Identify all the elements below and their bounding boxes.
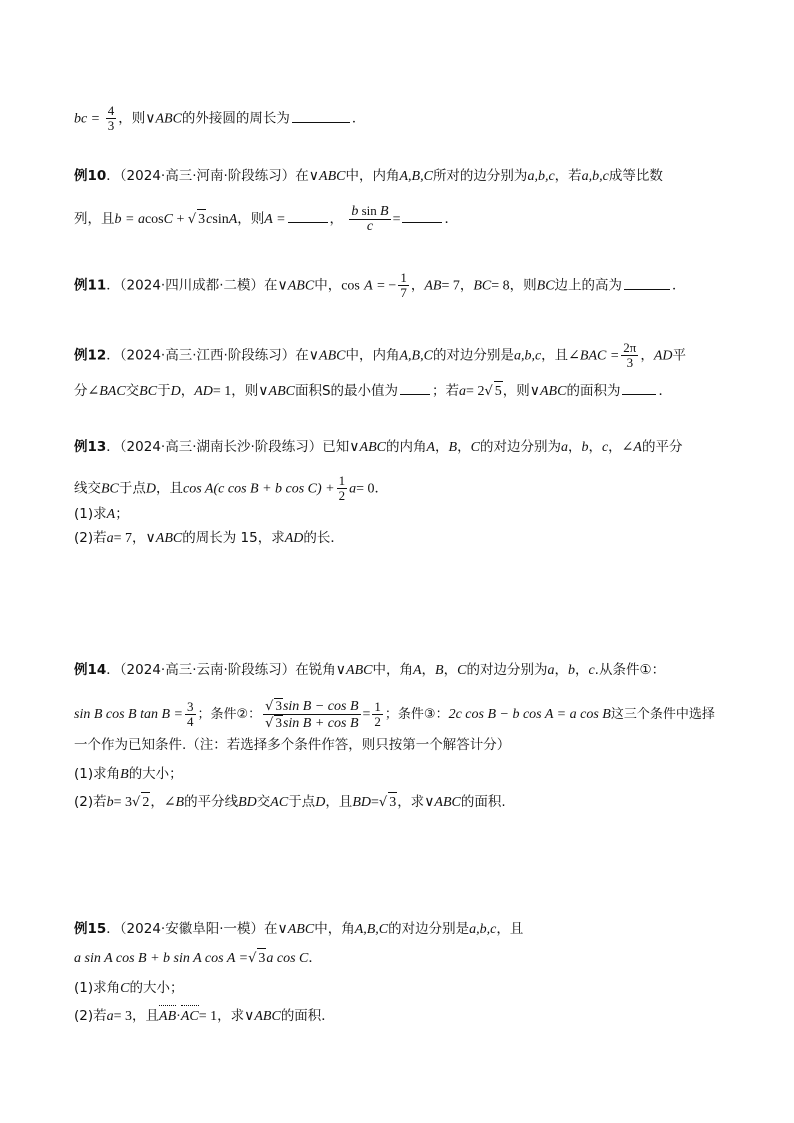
math: A = <box>264 212 286 227</box>
math: sin B cos B tan B = <box>74 707 183 722</box>
math: 3 <box>388 792 397 813</box>
example-label: 例13 <box>74 439 107 455</box>
text: ， <box>132 530 146 546</box>
math: cos <box>144 212 164 227</box>
example-label: 例15 <box>74 921 107 937</box>
fraction-4-3 <box>106 104 117 133</box>
math: sin <box>361 203 377 218</box>
math: D <box>145 481 157 497</box>
ex12-line2 <box>74 380 672 402</box>
frac-num <box>349 204 390 220</box>
math: · <box>176 1009 181 1024</box>
text: 的平分线 <box>184 794 239 810</box>
fraction-2pi-3 <box>621 341 638 370</box>
text: 中，内角 <box>345 168 400 184</box>
text: 一个作为已知条件.（注：若选择多个条件作答，则只按第一个解答计分） <box>74 737 511 753</box>
math: ∠A <box>621 440 642 455</box>
text: ， <box>421 662 436 678</box>
source: ．（2024·高三·云南·阶段练习）在锐角 <box>106 662 336 678</box>
math: + <box>172 212 188 227</box>
text: 这三个条件中选择 <box>610 707 715 722</box>
math: 2c cos B − b cos A = a cos B <box>448 707 611 722</box>
text: ， <box>443 662 458 678</box>
text: ，则 <box>118 110 146 127</box>
text: 的对边分别是 <box>388 921 470 937</box>
math: = 7 <box>113 531 133 546</box>
math: = 3 <box>113 1009 133 1024</box>
math: A,B,C <box>399 348 433 364</box>
text: 的对边分别为 <box>479 439 561 455</box>
text: (1)求 <box>74 506 107 522</box>
text: ． <box>444 211 458 227</box>
math: A,B,C <box>399 169 433 184</box>
math: A <box>106 507 116 522</box>
math: A,B,C <box>354 922 389 937</box>
math: C <box>120 981 130 996</box>
text: 列，且 <box>74 211 115 227</box>
math: a <box>349 481 357 497</box>
math: BD <box>352 795 371 810</box>
text: ，求 <box>397 794 425 810</box>
frac-num: 4 <box>107 103 115 118</box>
frac-num: 2π <box>623 340 637 355</box>
ex10-line2 <box>74 204 458 234</box>
math: D <box>170 384 181 399</box>
text: ；若 <box>432 383 460 399</box>
ex15-line1 <box>74 919 523 940</box>
answer-blank[interactable] <box>400 380 430 395</box>
math: = <box>392 212 401 227</box>
text: ，则 <box>502 383 530 399</box>
text: ， <box>608 439 622 455</box>
ex14-q2 <box>74 792 506 813</box>
answer-blank[interactable] <box>402 208 442 223</box>
text: ． <box>351 110 366 127</box>
text: 成等比数 <box>608 168 663 184</box>
frac-den: c <box>366 219 374 234</box>
text: ， <box>150 794 164 810</box>
text: ， <box>457 439 471 455</box>
text: 面积S的最小值为 <box>294 383 399 399</box>
text: .从条件①： <box>594 662 666 678</box>
math: b <box>567 663 575 678</box>
source: ．（2024·四川成都·二模）在 <box>106 277 278 294</box>
frac-den: 2 <box>374 714 381 729</box>
source: ．（2024·高三·江西·阶段练习）在 <box>106 347 309 364</box>
example-label: 例12 <box>74 347 107 364</box>
math: b <box>106 795 114 810</box>
source: ．（2024·高三·河南·阶段练习）在 <box>106 168 309 184</box>
text: ，且 <box>132 1008 160 1024</box>
fraction-1-7 <box>398 271 409 300</box>
math: C <box>470 440 480 455</box>
sqrt-icon: √ <box>132 795 141 810</box>
math: = <box>362 707 371 722</box>
vector-ab: AB <box>159 1007 176 1027</box>
text: ， <box>574 662 589 678</box>
sqrt-icon: √ <box>187 212 197 227</box>
math: A <box>426 440 436 455</box>
text: ， <box>640 347 654 364</box>
text: 的平分 <box>641 439 683 455</box>
source: ．（2024·安徽阜阳·一模）在 <box>106 921 278 937</box>
text: ，则 <box>237 211 265 227</box>
example-label: 例11 <box>74 277 107 294</box>
example-label: 例14 <box>74 662 107 678</box>
math: A <box>412 663 422 678</box>
math: b = a <box>114 212 145 227</box>
ex15-q1 <box>74 978 183 999</box>
math: a,b,c <box>469 922 497 937</box>
ex13-line2 <box>74 474 388 503</box>
math: cos A(c cos B + b cos C) + <box>183 481 335 497</box>
sqrt-icon: √ <box>248 951 257 966</box>
math: a <box>106 1009 114 1024</box>
frac-num: 1 <box>338 473 346 488</box>
sqrt-icon: √ <box>265 716 274 731</box>
math: AC <box>270 795 289 810</box>
math: A <box>228 212 238 227</box>
math: a <box>560 440 568 455</box>
text: 边上的高为 <box>554 277 623 294</box>
math: = <box>370 795 379 810</box>
triangle-abc: ∨ABC <box>308 348 346 364</box>
text: ， <box>554 662 568 678</box>
ex11-line1 <box>74 271 686 300</box>
math: AD <box>653 348 673 364</box>
ex13-line1 <box>74 437 682 458</box>
math: B <box>380 204 389 219</box>
text: 的面积为 <box>566 383 621 399</box>
math: 3 <box>275 698 282 713</box>
text: 平 <box>672 347 687 364</box>
triangle-abc: ∨ABC <box>529 384 567 399</box>
math: = 8 <box>491 278 510 294</box>
text: ， <box>567 439 582 455</box>
text: 的对边分别为 <box>466 662 548 678</box>
math-bc: bc <box>74 111 88 127</box>
ex13-q2 <box>74 528 344 549</box>
text: (1)求角 <box>74 980 121 996</box>
text: ；条件②： <box>197 707 262 722</box>
source: ．（2024·高三·湖南长沙·阶段练习）已知 <box>106 439 350 455</box>
frac-num: 3 <box>187 699 194 714</box>
answer-blank[interactable] <box>624 275 670 290</box>
math: c <box>588 663 595 678</box>
text: 中，内角 <box>345 347 400 364</box>
math: = 7 <box>441 278 460 294</box>
math: BC <box>473 278 492 294</box>
math: a,b,c <box>513 348 542 364</box>
math: sin <box>212 212 229 227</box>
triangle-abc: ∨ABC <box>277 922 315 937</box>
fraction-bsinb-c <box>349 204 390 234</box>
triangle-abc: ∨ABC <box>145 111 182 127</box>
text: 中，角 <box>314 921 355 937</box>
triangle-abc: ∨ABC <box>145 531 183 546</box>
math: a,b,c <box>581 169 609 184</box>
frac-num: 1 <box>400 270 407 285</box>
text: ，且 <box>496 921 524 937</box>
math: b <box>351 204 359 219</box>
math: A <box>364 278 373 294</box>
math: C <box>163 212 173 227</box>
text: 的大小； <box>129 980 184 996</box>
triangle-abc: ∨ABC <box>424 795 461 810</box>
ex14-line3 <box>74 735 510 755</box>
frac-den: 3 <box>107 118 115 133</box>
text: 分 <box>74 383 88 399</box>
text: ，若 <box>554 168 582 184</box>
math: 5 <box>494 381 503 402</box>
text: 中， <box>314 277 342 294</box>
frac-den: 7 <box>400 285 407 300</box>
math: AD <box>194 384 213 399</box>
math: c <box>601 440 609 455</box>
math: a cos C <box>266 951 309 966</box>
math: a <box>547 663 555 678</box>
frac-den <box>263 715 360 731</box>
answer-blank[interactable] <box>292 108 350 123</box>
triangle-abc: ∨ABC <box>258 384 295 399</box>
frac-num: 1 <box>374 699 381 714</box>
frac-den: 2 <box>338 488 346 503</box>
math: ∠B <box>163 795 185 810</box>
text: ， <box>180 383 195 399</box>
text: ，且 <box>541 347 569 364</box>
ex14-q1 <box>74 764 183 785</box>
text: 的面积. <box>460 794 506 810</box>
text: (2)若 <box>74 794 107 810</box>
math: = − <box>377 278 397 294</box>
text: 的外接圆的周长为 <box>181 110 290 127</box>
math: = 1 <box>198 1009 218 1024</box>
math: B <box>435 663 444 678</box>
text: (2)若 <box>74 530 107 546</box>
math: b <box>581 440 589 455</box>
math: BC <box>101 481 119 497</box>
fraction-1-2 <box>372 700 383 729</box>
sqrt-icon: √ <box>484 384 493 399</box>
triangle-abc: ∨ABC <box>349 440 386 455</box>
math-eq: = <box>91 111 100 127</box>
text: 于点 <box>118 480 146 497</box>
math: ∠BAC <box>87 384 126 399</box>
math: B <box>120 767 129 782</box>
vector-ac: AC <box>181 1007 199 1027</box>
math: c <box>206 212 213 227</box>
text: ，且 <box>156 480 184 497</box>
frac-den: 4 <box>187 714 194 729</box>
text: 的面积． <box>280 1008 335 1024</box>
text: ；条件③： <box>384 707 449 722</box>
text: ． <box>308 950 322 966</box>
triangle-abc: ∨ABC <box>277 278 315 294</box>
math: D <box>315 795 326 810</box>
text: 于 <box>157 383 171 399</box>
ex12-line1 <box>74 341 686 370</box>
math: = 0 <box>356 481 375 497</box>
sqrt-icon: √ <box>265 699 274 714</box>
text: ， <box>410 277 425 294</box>
ex14-line1 <box>74 660 665 681</box>
math: a <box>106 531 114 546</box>
math: B <box>448 440 458 455</box>
text: ． <box>658 383 672 399</box>
math: cos <box>341 278 360 294</box>
triangle-abc: ∨ABC <box>244 1009 281 1024</box>
example-label: 例10 <box>74 168 107 184</box>
text: 所对的边分别为 <box>432 168 528 184</box>
math: C <box>457 663 467 678</box>
math: 3 <box>257 948 266 969</box>
text: ． <box>374 480 389 497</box>
ex10-line1 <box>74 166 663 187</box>
text: 的长． <box>303 530 344 546</box>
math: 3 <box>275 715 282 730</box>
math: = 1 <box>212 384 232 399</box>
text: (1)求角 <box>74 766 121 782</box>
math: sin B − cos B <box>282 699 359 714</box>
text: 中，角 <box>372 662 413 678</box>
math: 2 <box>141 792 150 813</box>
ex15-line2 <box>74 948 322 969</box>
text: ， <box>435 439 449 455</box>
answer-blank[interactable] <box>288 208 328 223</box>
fraction-3-4 <box>185 700 196 729</box>
fragment-line <box>74 104 365 133</box>
text: ， <box>588 439 602 455</box>
math: AB <box>424 278 442 294</box>
math: BC <box>536 278 555 294</box>
fraction-condition-2 <box>263 698 360 731</box>
math: BC <box>139 384 158 399</box>
text: ，则 <box>231 383 259 399</box>
text: 的内角 <box>385 439 427 455</box>
ex15-q2 <box>74 1006 335 1027</box>
text: ． <box>672 277 686 294</box>
math: = 3 <box>113 795 133 810</box>
math: 3 <box>197 209 206 230</box>
math: = 2 <box>466 384 485 399</box>
math: a sin A cos B + b sin A cos A = <box>74 951 249 966</box>
text: 线交 <box>74 480 101 497</box>
math: AD <box>284 531 304 546</box>
ex13-q1 <box>74 504 129 525</box>
sqrt-icon: √ <box>378 795 388 810</box>
text: 交 <box>125 383 140 399</box>
text: ，且 <box>325 794 353 810</box>
text: ，求 <box>217 1008 245 1024</box>
text: ； <box>115 506 129 522</box>
math: sin B + cos B <box>282 716 359 731</box>
text: 的对边分别是 <box>432 347 514 364</box>
frac-den: 3 <box>626 355 634 370</box>
math: a,b,c <box>527 169 555 184</box>
ex14-line2 <box>74 698 715 731</box>
fraction-1-2 <box>337 474 348 503</box>
text: (2)若 <box>74 1008 107 1024</box>
math: BD <box>238 795 257 810</box>
text: ， <box>329 211 344 227</box>
text: 的大小； <box>128 766 183 782</box>
text: 的周长为 15，求 <box>182 530 285 546</box>
frac-num <box>263 698 360 715</box>
text: 交 <box>256 794 271 810</box>
triangle-abc: ∨ABC <box>308 169 346 184</box>
text: ，则 <box>509 277 537 294</box>
math: ∠BAC = <box>568 348 620 364</box>
answer-blank[interactable] <box>622 380 656 395</box>
math: a <box>459 384 467 399</box>
triangle-abc: ∨ABC <box>335 663 373 678</box>
text: ， <box>459 277 474 294</box>
text: 于点 <box>288 794 316 810</box>
